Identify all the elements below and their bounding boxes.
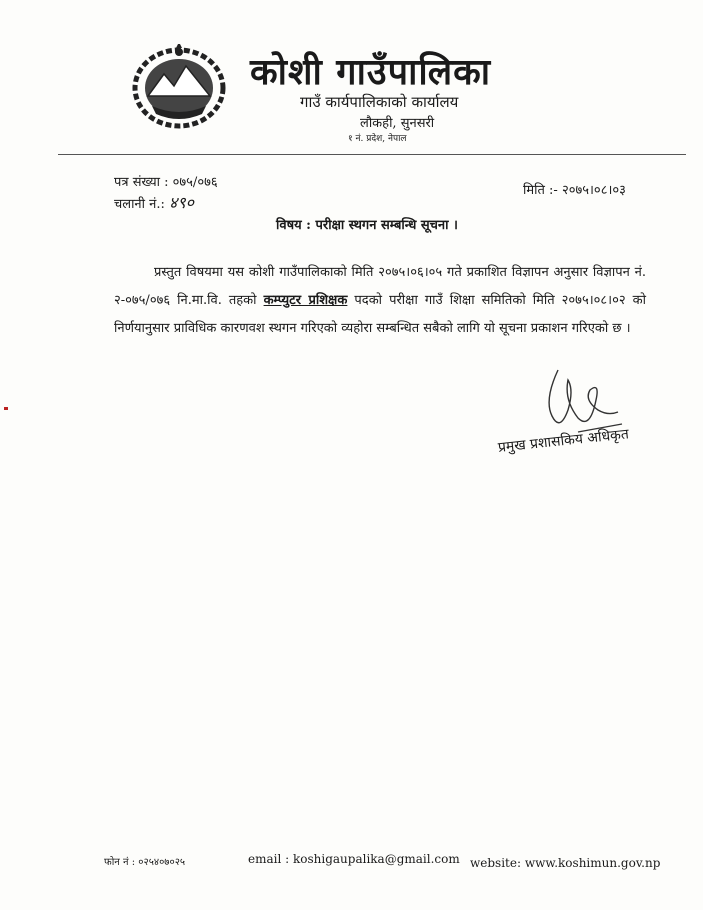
footer-website[interactable]: website: www.koshimun.gov.np: [470, 856, 661, 870]
nepal-emblem-icon: [130, 44, 228, 132]
footer-phone: फोन नं : ०२५४०७०२५: [104, 857, 186, 868]
body-emphasis: कम्प्युटर प्रशिक्षक: [263, 293, 348, 308]
office-name: गाउँ कार्यपालिकाको कार्यालय: [300, 93, 459, 111]
address-line-1: लौकही, सुनसरी: [360, 116, 435, 131]
subject-line: विषय : परीक्षा स्थगन सम्बन्धि सूचना ।: [276, 218, 458, 233]
reference-number: [114, 172, 218, 190]
dispatch-label: चलानी नं.:: [114, 197, 165, 212]
body-part-1: प्रस्तुत विषयमा यस कोशी गाउँपालिकाको मिति २०७५।०६।०५ गते प्रकाशित विज्ञापन अनुसार विज्ञापन नं. २-०७५/०७६ नि.मा.वि. तहको: [114, 265, 646, 308]
dispatch-value: ४९०: [169, 193, 194, 212]
reference-label: पत्र संख्या :: [114, 175, 169, 190]
notice-body: [114, 259, 646, 343]
org-name: कोशी गाउँपालिका: [250, 51, 492, 93]
footer-email[interactable]: email : koshigaupalika@gmail.com: [248, 852, 460, 866]
stray-mark: [4, 407, 8, 410]
signatory-title: प्रमुख प्रशासकिय अधिकृत: [497, 426, 630, 456]
letter-date: [523, 180, 626, 198]
body-part-2: पदको परीक्षा गाउँ शिक्षा समितिको मिति २०७५।०८।०२ को निर्णयानुसार प्राविधिक कारणवश स्थगन गरिएको व्यहोरा सम्बन्धित सबैको लागि यो सूचना प्रकाशन गरिएको छ ।: [114, 293, 646, 336]
header-divider: [58, 154, 686, 155]
reference-value: ०७५/०७६: [172, 175, 218, 190]
address-line-2: १ नं. प्रदेश, नेपाल: [348, 134, 407, 144]
dispatch-number: [114, 191, 194, 213]
date-value: २०७५।०८।०३: [561, 183, 626, 198]
date-label: मिति :-: [523, 183, 558, 198]
